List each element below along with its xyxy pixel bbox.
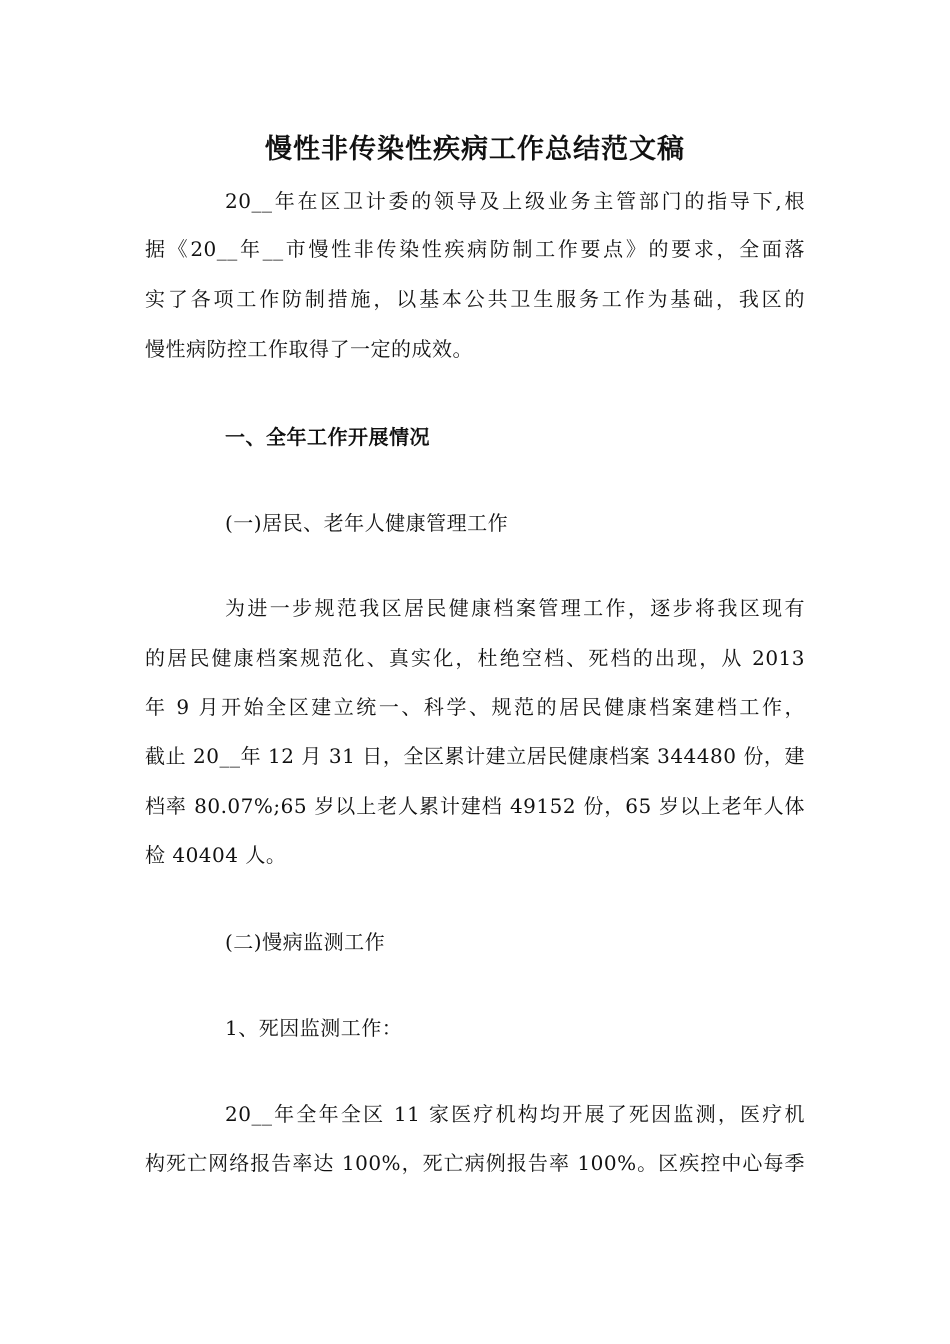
paragraph-line: 构死亡网络报告率达 100%，死亡病例报告率 100%。区疾控中心每季: [145, 1151, 805, 1175]
paragraph-line: 20__年在区卫计委的领导及上级业务主管部门的指导下,根: [225, 189, 805, 213]
section-heading: 一、全年工作开展情况: [225, 425, 430, 449]
paragraph-line: 20__年全年全区 11 家医疗机构均开展了死因监测，医疗机: [225, 1102, 805, 1126]
paragraph-line: 的居民健康档案规范化、真实化，杜绝空档、死档的出现，从 2013: [145, 646, 805, 670]
paragraph-line: 年 9 月开始全区建立统一、科学、规范的居民健康档案建档工作，: [145, 695, 805, 719]
paragraph-line: 档率 80.07%;65 岁以上老人累计建档 49152 份，65 岁以上老年人体: [145, 794, 805, 818]
subsection-heading: (一)居民、老年人健康管理工作: [225, 511, 509, 535]
item-heading: 1、死因监测工作：: [225, 1016, 403, 1040]
paragraph-line: 慢性病防控工作取得了一定的成效。: [145, 337, 473, 361]
paragraph-line: 实了各项工作防制措施，以基本公共卫生服务工作为基础，我区的: [145, 287, 805, 311]
document-title: 慢性非传染性疾病工作总结范文稿: [265, 134, 685, 165]
paragraph-line: 为进一步规范我区居民健康档案管理工作，逐步将我区现有: [225, 596, 805, 620]
paragraph-line: 检 40404 人。: [145, 843, 287, 867]
paragraph-line: 据《20__年__市慢性非传染性疾病防制工作要点》的要求，全面落: [145, 237, 805, 261]
paragraph-line: 截止 20__年 12 月 31 日，全区累计建立居民健康档案 344480 份，建: [145, 744, 805, 768]
subsection-heading: (二)慢病监测工作: [225, 930, 386, 954]
